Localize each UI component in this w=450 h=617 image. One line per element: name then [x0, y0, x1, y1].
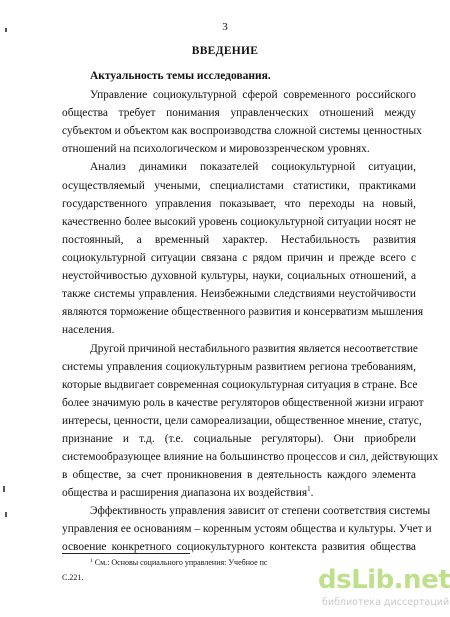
paragraph-line: признание и т.д. (т.е. социальные регуляторы). Они приобрели [62, 433, 416, 445]
footnote-divider [62, 553, 190, 554]
footnote-text: См.: Основы социального управления: Учебное пс [94, 558, 268, 567]
paragraph-line: в обществе, за счет проникновения в деятельность каждого элемента [62, 469, 416, 481]
paragraph-line: качественно более высокий уровень социокультурной ситуации носят не [62, 216, 416, 228]
paragraph-line: Эффективность управления зависит от степени соответствия системы [90, 505, 431, 517]
footnote-continuation: С.221. [62, 573, 84, 582]
paragraph-line: управления ее основаниям – коренным устоям общества и культуры. Учет и [62, 523, 432, 535]
section-heading: ВВЕДЕНИЕ [191, 45, 259, 57]
paragraph-line: системообразующее влияние на большинство процессов и сил, действующих [62, 451, 439, 463]
paragraph-line: освоение конкретного социокультурного контекста развития общества [62, 541, 416, 553]
watermark-subtitle: библиотека диссертаций [322, 597, 450, 608]
scan-artifact [5, 28, 7, 32]
paragraph-line: являются торможение общественного развития и консерватизм мышления [62, 306, 424, 318]
paragraph-line: неустойчивостью духовной культуры, науки, социальных отношений, а [62, 270, 416, 282]
paragraph-line: интересы, ценности, цели самореализации, общественное мнение, статус, [62, 415, 422, 427]
paragraph-line: системы управления социокультурным развитием региона требованиям, [62, 361, 416, 373]
page-number: 3 [222, 21, 228, 33]
paragraph-line: субъектом и объектом как воспроизводства сложной системы ценностных [62, 125, 422, 137]
paragraph-line: более значимую роль в качестве регуляторов общественной жизни играют [62, 397, 424, 409]
paragraph-line: населения. [62, 324, 115, 336]
paragraph-line: отношений на психологическом и мировоззренческом уровнях. [62, 143, 370, 155]
footnote-marker: 1 [90, 558, 93, 564]
watermark-logo: dsLib.net [318, 565, 450, 595]
paragraph-line: постоянный, а временный характер. Нестабильность развития [62, 234, 416, 246]
paragraph-line-text: общества и расширения диапазона их воздействия [62, 487, 308, 499]
footnote [90, 558, 267, 567]
paragraph-line: осуществляемый учеными, специалистами статистики, практиками [62, 180, 416, 192]
subsection-heading: Актуальность темы исследования. [90, 70, 271, 82]
paragraph-line: общества требует понимания управленческих отношений между [62, 107, 416, 119]
paragraph-line: социокультурной ситуации связана с рядом причин и прежде всего с [62, 252, 416, 264]
paragraph-line: Анализ динамики показателей социокультурной ситуации, [90, 161, 416, 173]
scan-artifact [3, 486, 5, 492]
paragraph-line: общества и расширения диапазона их воздействия$^1$. [62, 485, 314, 499]
paragraph-line: государственного управления показывает, что переходы на новый, [62, 198, 416, 210]
paragraph-line: которые выдвигает современная социокультурная ситуация в стране. Все [62, 379, 418, 391]
watermark [318, 565, 450, 615]
paragraph-line: Другой причиной нестабильного развития является несоответствие [90, 343, 418, 355]
paragraph-line: Управление социокультурной сферой современного российского [90, 89, 416, 101]
paragraph-line: также системы управления. Неизбежными следствиями неустойчивости [62, 288, 416, 300]
scan-artifact [5, 512, 7, 517]
footnote-reference[interactable]: 1 [307, 485, 311, 493]
